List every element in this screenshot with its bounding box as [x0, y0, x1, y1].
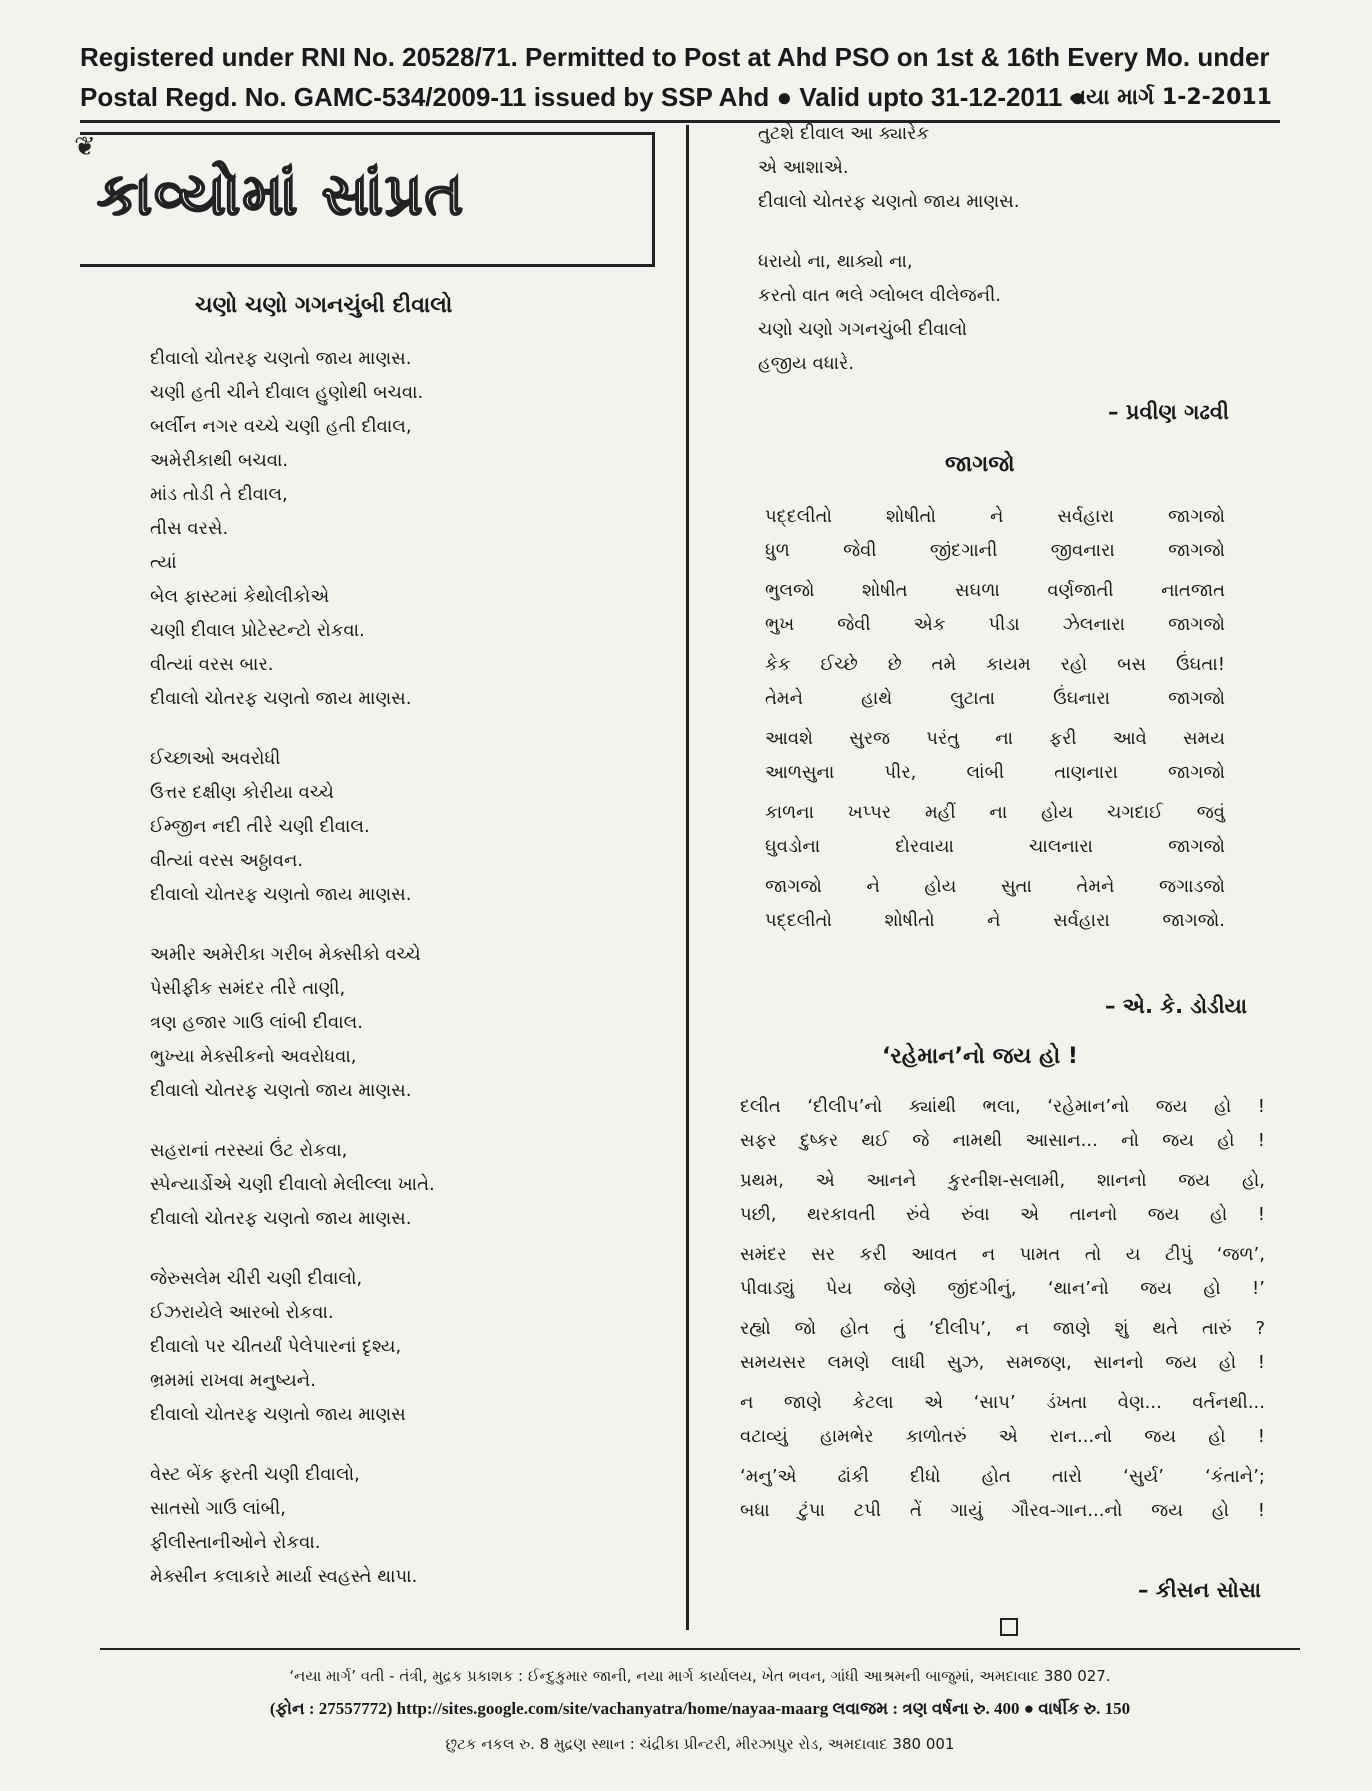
poem-word: તેમને [765, 688, 804, 709]
poem-line: વીત્યાં વરસ બાર. [150, 654, 274, 675]
poem1-title: ચણો ચણો ગગનચુંબી દીવાલો [195, 293, 453, 318]
poem-line [765, 648, 1225, 682]
poem-line: ત્યાં [150, 552, 177, 573]
poem-word: તમે [931, 654, 957, 675]
poem-line: તીસ વરસે. [150, 518, 229, 539]
poem-word: જીવનારા [1050, 540, 1115, 561]
poem-line: દલીત ‘દીલીપ’નો ક્યાંથી ભલા, ‘રહેમાન’નો જય હો ! [740, 1096, 1265, 1117]
poem-line: અમેરીકાથી બચવા. [150, 450, 289, 471]
poem-line [765, 756, 1225, 790]
poem-word: સુરજ [849, 728, 891, 749]
issue-date: નયા માર્ગ 1-2-2011 [1069, 85, 1272, 110]
poem-word: ચગદાઈ [1106, 802, 1163, 823]
poem-line: ઈમ્જીન નદી તીરે ચણી દીવાલ. [150, 816, 370, 837]
poem-line: સ્પેન્યાર્ડોએ ચણી દીવાલો મેલીલ્લા ખાતે. [150, 1174, 435, 1195]
poem-word: આળસુના [765, 762, 835, 783]
poem-word: પીડા [988, 614, 1020, 635]
poem-word: ઈચ્છે [820, 654, 858, 675]
poem-line: અમીર અમેરીકા ગરીબ મેક્સીકો વચ્ચે [150, 944, 421, 965]
poem-line: ત્રણ હજાર ગાઉ લાંબી દીવાલ. [150, 1012, 363, 1033]
poem-line: કરતો વાત ભલે ગ્લોબલ વીલેજની. [758, 285, 1001, 306]
poem-word: ને [989, 506, 1004, 527]
poem-line: ‘મનુ’એ ઢાંકી દીધો હોત તારો ‘સુર્ય’ ‘કંતાને’; [740, 1466, 1265, 1487]
poem-word: શોષીત [862, 580, 908, 601]
poem-line: બેલ ફાસ્ટમાં કેથોલીકોએ [150, 586, 330, 607]
poem-line: હજીય વધારે. [758, 353, 855, 374]
poem-line: બર્લીન નગર વચ્ચે ચણી હતી દીવાલ, [150, 416, 412, 437]
poem-word: પરંતુ [926, 728, 960, 749]
poem-word: ધુળ [765, 540, 790, 561]
poem-word: છે [887, 654, 902, 675]
poem-line: માંડ તોડી તે દીવાલ, [150, 484, 288, 505]
poem-line [765, 722, 1225, 756]
poem1-author: – પ્રવીણ ગઢવી [1108, 400, 1230, 424]
poem-line [765, 608, 1225, 642]
poem-line: પછી, થરકાવતી રુંવે રુંવા એ તાનનો જય હો ! [740, 1204, 1265, 1225]
poem3-title: ‘રહેમાન’નો જય હો ! [882, 1044, 1078, 1069]
poem-line: ઈઝરાયેલે આરબો રોકવા. [150, 1302, 334, 1323]
poem-line: ચણો ચણો ગગનચુંબી દીવાલો [758, 319, 967, 340]
poem-word: પીર, [884, 762, 917, 783]
poem-line: સમંદર સર કરી આવત ન પામત તો ય ટીપું ‘જળ’, [740, 1244, 1265, 1265]
poem-line: પેસીફીક સમંદર તીરે તાણી, [150, 978, 346, 999]
poem-word: ઘુવડોના [765, 836, 821, 857]
poem-word: કાળના [765, 802, 814, 823]
poem-line: ન જાણે કેટલા એ ‘સાપ’ ડંખતા વેણ... વર્તનથી... [740, 1392, 1265, 1413]
poem-line: જેરુસલેમ ચીરી ચણી દીવાલો, [150, 1268, 363, 1289]
poem-word: એક [913, 614, 946, 635]
poem-line: મેક્સીન કલાકારે માર્યા સ્વહસ્તે થાપા. [150, 1566, 418, 1587]
poem-word: લાંબી [966, 762, 1005, 783]
poem-word: ઝેલનારા [1062, 614, 1125, 635]
poem-line: પીવાડ્યું પેય જેણે જીંદગીનું, ‘થાન’નો જય હો !’ [740, 1278, 1265, 1299]
poem-line: સાતસો ગાઉ લાંબી, [150, 1498, 286, 1519]
poem-line: દીવાલો ચોતરફ ચણતો જાય માણસ [150, 1404, 406, 1425]
poem-line [765, 830, 1225, 864]
poem-word: સઘળા [955, 580, 1000, 601]
poem-line: વેસ્ટ બેંક ફરતી ચણી દીવાલો, [150, 1464, 360, 1485]
poem-word: ને [987, 910, 1001, 931]
column-divider [686, 125, 689, 1630]
poem-word: તાણનારા [1054, 762, 1118, 783]
footer-contact: (ફોન : 27557772) http://sites.google.com/site/vachanyatra/home/nayaa-maarg લવાજમ : ત્રણ વર્ષના રુ. 400 ● વાર્ષીક રુ. 150 [269, 1699, 1131, 1718]
poem-word: બસ [1117, 654, 1147, 675]
poem-line: પ્રથમ, એ આનને કુરનીશ-સલામી, શાનનો જય હો, [740, 1170, 1265, 1191]
poem-line: ઉત્તર દક્ષીણ કોરીયા વચ્ચે [150, 782, 334, 803]
poem-word: ના [995, 728, 1014, 749]
poem-word: ઉંઘનારા [1053, 688, 1111, 709]
poem-line: વીત્યાં વરસ અઠ્ઠાવન. [150, 850, 304, 871]
poem-word: સર્વહારા [1053, 910, 1110, 931]
poem-word: આવે [1112, 728, 1147, 749]
header-rule [80, 120, 1280, 123]
poem3-body [740, 1090, 1265, 1528]
poem-line: દીવાલો ચોતરફ ચણતો જાય માણસ. [150, 1208, 412, 1229]
poem-word: સમય [1182, 728, 1225, 749]
poem-line: બધા ટુંપા ટપી તેં ગાયું ગૌરવ-ગાન...નો જય હો ! [740, 1500, 1265, 1521]
poem2-title: જાગજો [945, 452, 1015, 477]
poem-word: જાગજો [1168, 762, 1225, 783]
poem-word: પદ્દલીતો [765, 506, 832, 527]
poem-word: હોય [924, 876, 957, 897]
footer-rule [100, 1648, 1300, 1650]
registration-line: Registered under RNI No. 20528/71. Permitted to Post at Ahd PSO on 1st & 16th Every Mo. under [80, 42, 1270, 72]
poem-word: ના [989, 802, 1008, 823]
poem-line: સહરાનાં તરસ્યાં ઉંટ રોકવા, [150, 1140, 348, 1161]
poem-line: ભુખ્યા મેક્સીકનો અવરોધવા, [150, 1046, 357, 1067]
poem-word: જીંદગાની [929, 540, 998, 561]
poem-word: ભુલજો [765, 580, 815, 601]
poem-line [765, 574, 1225, 608]
poem-word: નાતજાત [1161, 580, 1225, 601]
poem-word: શોષીતો [884, 910, 935, 931]
poem-line [765, 682, 1225, 716]
poem1-column-right [758, 117, 1019, 381]
poem-word: શોષીતો [885, 506, 936, 527]
poem-line: તુટશે દીવાલ આ ક્યારેક [758, 123, 930, 144]
poem-line: દીવાલો ચોતરફ ચણતો જાય માણસ. [150, 884, 412, 905]
poem-line: ચણી દીવાલ પ્રોટેસ્ટન્ટો રોકવા. [150, 620, 365, 641]
poem-line [765, 870, 1225, 904]
poem-word: હાથે [861, 688, 893, 709]
poem-line [765, 904, 1225, 938]
poem-line: દીવાલો પર ચીતર્યાં પેલેપારનાં દૃશ્ય, [150, 1336, 402, 1357]
ornament-icon: ❦ [74, 132, 96, 162]
poem3-author: – કીસન સોસા [1138, 1578, 1262, 1602]
poem-word: સર્વહારા [1057, 506, 1115, 527]
poem1-column-left [150, 342, 435, 1594]
poem-line [765, 534, 1225, 568]
poem-line: દીવાલો ચોતરફ ચણતો જાય માણસ. [758, 191, 1020, 212]
poem-word: મહીં [924, 802, 956, 823]
poem-word: ઉંઘતા! [1176, 654, 1225, 675]
poem-word: જાગજો [1168, 540, 1225, 561]
postal-line: Postal Regd. No. GAMC-534/2009-11 issued by SSP Ahd ● Valid upto 31-12-2011 ● [80, 82, 1086, 112]
poem-word: હોય [1041, 802, 1074, 823]
poem-word: આવશે [765, 728, 813, 749]
poem-word: જાગજો [1168, 614, 1225, 635]
poem-line: દીવાલો ચોતરફ ચણતો જાય માણસ. [150, 1080, 412, 1101]
poem-word: જગાડજો [1158, 876, 1225, 897]
poem-word: ભુખ [765, 614, 795, 635]
poem-word: ચાલનારા [1029, 836, 1093, 857]
poem-word: સુતા [1000, 876, 1032, 897]
poem-word: તેમને [1076, 876, 1115, 897]
poem-line: ધરાયો ના, થાક્યો ના, [758, 251, 913, 272]
poem-line [765, 796, 1225, 830]
poem-word: દોરવાયા [895, 836, 954, 857]
poem-word: પદ્દલીતો [765, 910, 832, 931]
poem-line: દીવાલો ચોતરફ ચણતો જાય માણસ. [150, 688, 412, 709]
poem-word: જાગજો [765, 876, 822, 897]
poem-line: ફીલીસ્તાનીઓને રોકવા. [150, 1532, 321, 1553]
poem-line: રહ્યો જો હોત તું ‘દીલીપ’, ન જાણે શું થતે તારું ? [740, 1318, 1265, 1339]
poem-line: ઈચ્છાઓ અવરોધી [150, 748, 281, 769]
poem-line: સમયસર લમણે લાધી સુઝ, સમજણ, સાનનો જય હો ! [740, 1352, 1265, 1373]
poem-word: જાગજો [1168, 506, 1225, 527]
poem-line: સફર દુષ્કર થઈ જે નામથી આસાન... નો જય હો ! [740, 1130, 1265, 1151]
poem-word: ફરી [1049, 728, 1077, 749]
poem-line: ચણી હતી ચીને દીવાલ હુણોથી બચવા. [150, 382, 424, 403]
poem-word: ખપ્પર [847, 802, 892, 823]
poem2-author: – એ. કે. ડોડીયા [1105, 994, 1248, 1018]
poem-word: જાગજો [1168, 836, 1225, 857]
poem-line [765, 500, 1225, 534]
poem-word: લુટાતા [950, 688, 996, 709]
poem-line: દીવાલો ચોતરફ ચણતો જાય માણસ. [150, 348, 412, 369]
footer-print: છુટક નકલ રુ. 8 મુદ્રણ સ્થાન : ચંદ્રીકા પ્રીન્ટરી, મીરઝાપુર રોડ, અમદાવાદ 380 001 [445, 1735, 955, 1753]
poem-word: વર્ણજાતી [1047, 580, 1114, 601]
poem-line: ભ્રમમાં રાખવા મનુષ્યને. [150, 1370, 316, 1391]
poem-word: જેવી [837, 614, 871, 635]
section-banner: કાવ્યોમાં સાંપ્રત [97, 160, 466, 228]
poem-word: જેવી [843, 540, 877, 561]
poem-word: કાયમ [986, 654, 1031, 675]
poem-word: જવું [1196, 802, 1225, 823]
poem-word: ને [866, 876, 880, 897]
poem2-body [765, 500, 1225, 938]
poem-word: જાગજો. [1162, 910, 1225, 931]
footer-publisher: ‘નયા માર્ગ’ વતી - તંત્રી, મુદ્રક પ્રકાશક : ઈન્દુકુમાર જાની, નયા માર્ગ કાર્યાલય, ખેત ભવન, ગાંધી આશ્રમની બાજુમાં, અમદાવાદ 380 027. [289, 1667, 1111, 1685]
end-mark [1000, 1618, 1018, 1636]
poem-word: જાગજો [1168, 688, 1225, 709]
poem-line: એ આશાએ. [758, 157, 849, 178]
poem-word: રહો [1060, 654, 1088, 675]
poem-word: કેક [765, 654, 791, 675]
poem-line: વટાવ્યું હામભેર કાળોતરું એ રાન...નો જય હો ! [740, 1426, 1265, 1447]
